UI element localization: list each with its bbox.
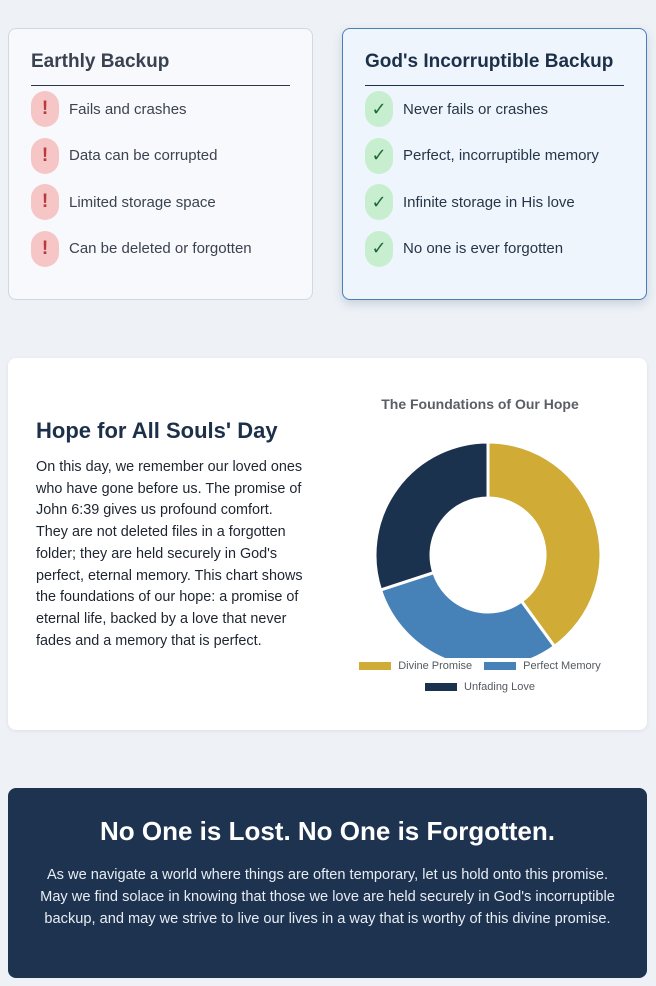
- doughnut-chart: [348, 388, 612, 658]
- earthly-item: [31, 226, 290, 273]
- slice-perfect-memory[interactable]: [381, 573, 555, 658]
- foundations-chart: [348, 388, 612, 698]
- divine-item: [365, 226, 624, 273]
- closing-banner: [8, 788, 647, 978]
- chart-legend: [348, 681, 612, 693]
- chart-legend: [348, 660, 612, 672]
- divine-item-label: Infinite storage in His love: [403, 193, 575, 211]
- earthly-backup-title: Earthly Backup: [31, 51, 290, 86]
- earthly-item-label: Fails and crashes: [69, 100, 187, 118]
- hope-title: Hope for All Souls' Day: [36, 418, 278, 443]
- divine-item-label: Perfect, incorruptible memory: [403, 147, 599, 165]
- earthly-item-label: Limited storage space: [69, 193, 216, 211]
- earthly-backup-card: [8, 28, 313, 300]
- divine-backup-card: [342, 28, 647, 300]
- chart-title: The Foundations of Our Hope: [381, 396, 579, 412]
- earthly-item: [31, 86, 290, 133]
- legend-label: Perfect Memory: [523, 660, 601, 672]
- earthly-item: [31, 179, 290, 226]
- checkmark-icon: ✓: [365, 231, 393, 267]
- banner-body: As we navigate a world where things are often temporary, let us hold onto this promise. May we find solace in knowing that those we love are held securely in God's incorruptible backup, and may we strive to live our lives in a way that is worthy of this divine promise.: [40, 867, 615, 927]
- hope-panel: [8, 358, 647, 730]
- legend-item[interactable]: [359, 660, 472, 672]
- divine-backup-title: God's Incorruptible Backup: [365, 51, 624, 86]
- exclamation-icon: !: [31, 184, 59, 220]
- checkmark-icon: ✓: [365, 184, 393, 220]
- exclamation-icon: !: [31, 91, 59, 127]
- divine-item: [365, 179, 624, 226]
- checkmark-icon: ✓: [365, 91, 393, 127]
- legend-swatch: [484, 662, 516, 670]
- legend-swatch: [359, 662, 391, 670]
- legend-swatch: [425, 683, 457, 691]
- slice-unfading-love[interactable]: [375, 442, 488, 590]
- legend-label: Divine Promise: [398, 660, 473, 672]
- earthly-item-label: Data can be corrupted: [69, 147, 218, 165]
- hope-body: On this day, we remember our loved ones who have gone before us. The promise of John 6:39 gives us profound comfort. They are not deleted files in a forgotten folder; they are held securely in God's perfect, eternal memory. This chart shows the foundations of our hope: a promise of eternal life, backed by a love that never fades and a memory that is perfect.: [36, 459, 303, 649]
- legend-item[interactable]: [425, 681, 535, 693]
- exclamation-icon: !: [31, 138, 59, 174]
- divine-item-label: No one is ever forgotten: [403, 240, 564, 258]
- divine-item: [365, 86, 624, 133]
- exclamation-icon: !: [31, 231, 59, 267]
- divine-item: [365, 133, 624, 180]
- divine-item-label: Never fails or crashes: [403, 100, 549, 118]
- legend-label: Unfading Love: [464, 681, 535, 693]
- banner-title: No One is Lost. No One is Forgotten.: [99, 816, 555, 846]
- legend-item[interactable]: [484, 660, 601, 672]
- checkmark-icon: ✓: [365, 138, 393, 174]
- earthly-item-label: Can be deleted or forgotten: [69, 240, 252, 258]
- earthly-item: [31, 133, 290, 180]
